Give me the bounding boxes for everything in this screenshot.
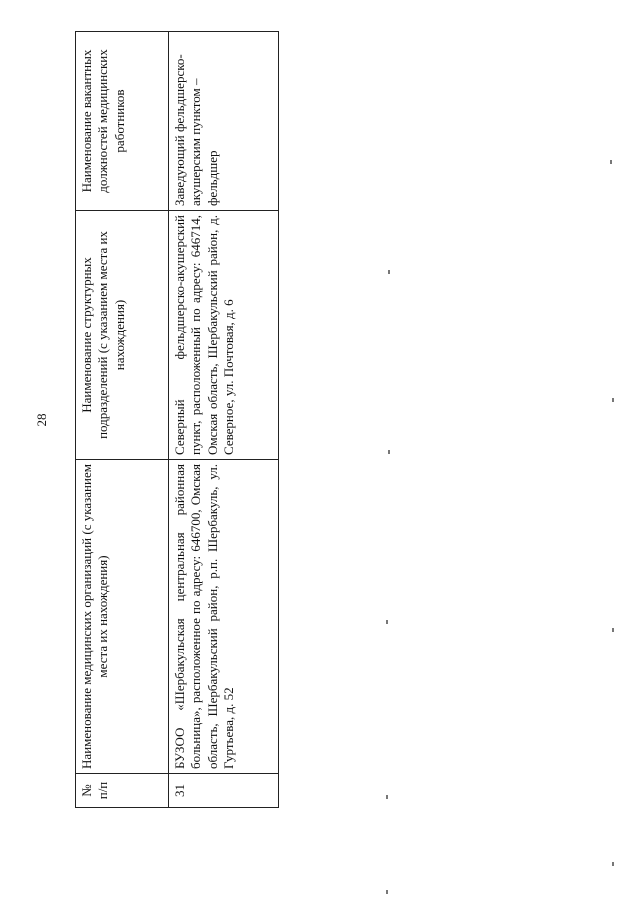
table-row xyxy=(169,32,279,808)
header-num: № п/п xyxy=(76,774,169,808)
header-organization: Наименование медицинских организаций (с указанием места их нахождения) xyxy=(76,460,169,774)
scan-mark xyxy=(388,450,390,454)
scan-mark xyxy=(388,270,390,274)
scan-mark xyxy=(612,628,614,632)
header-subdivision: Наименование структурных подразделений (с указанием места их нахождения) xyxy=(76,211,169,460)
scan-mark xyxy=(386,890,388,894)
header-position: Наименование вакантных должностей медицинских работников xyxy=(76,32,169,211)
cell-organization: БУЗОО «Шербакульская центральная районная больница», расположенное по адресу: 646700, Омская область, Шербакульский район, р.п. Шербакуль, ул. Гуртьева, д. 52 xyxy=(169,460,279,774)
vacancy-table-container xyxy=(75,32,272,808)
scan-mark xyxy=(612,398,614,402)
scan-mark xyxy=(386,795,388,799)
vacancy-table xyxy=(75,31,279,808)
cell-position: Заведующий фельдшерско-акушерским пунктом – фельдшер xyxy=(169,32,279,211)
scan-mark xyxy=(610,160,612,164)
page-number: 28 xyxy=(34,413,49,427)
scan-mark xyxy=(612,862,614,866)
cell-subdivision: Северный фельдшерско-акушерский пункт, расположенный по адресу: 646714, Омская область, Шербакульский район, д. Северное, ул. Почтовая, д. 6 xyxy=(169,211,279,460)
scan-mark xyxy=(386,620,388,624)
cell-num: 31 xyxy=(169,774,279,808)
table-header-row xyxy=(76,32,169,808)
